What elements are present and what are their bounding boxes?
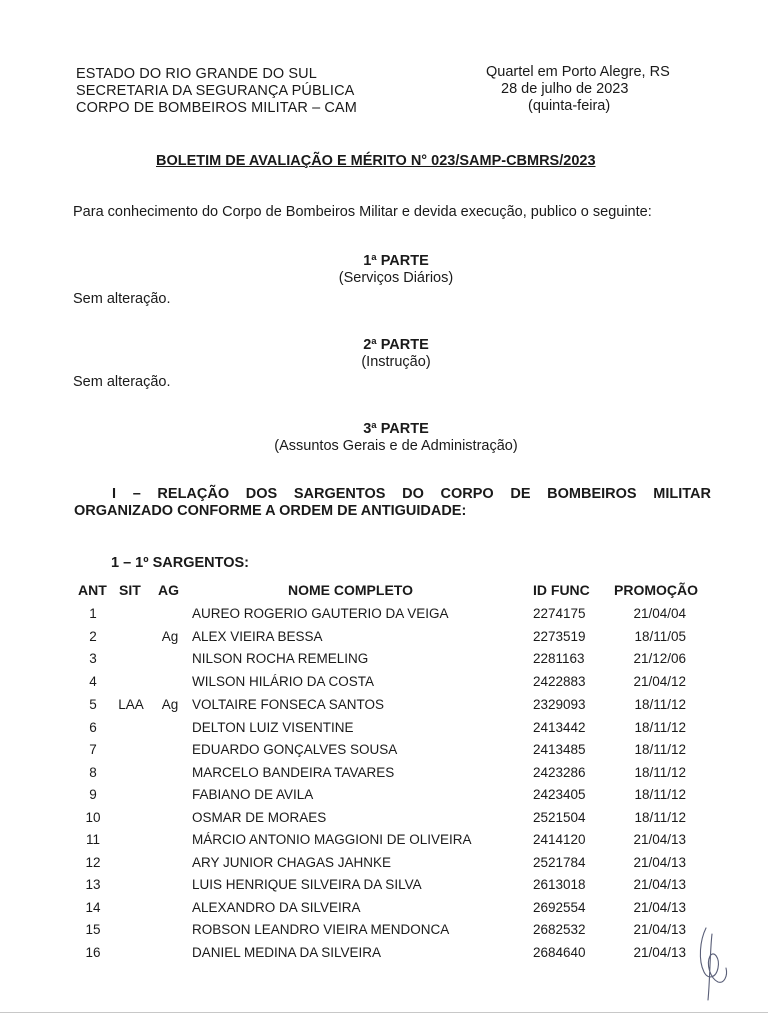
section-heading-line-1 — [74, 486, 711, 503]
heading-word: MILITAR — [653, 486, 711, 502]
cell-ant: 14 — [85, 899, 101, 915]
cell-nome: EDUARDO GONÇALVES SOUSA — [192, 742, 398, 757]
column-header-sit: SIT — [119, 582, 141, 598]
cell-id-func: 2414120 — [533, 832, 586, 847]
cell-nome: ROBSON LEANDRO VIEIRA MENDONCA — [192, 922, 450, 937]
signature-mark — [692, 920, 734, 1002]
part-1-heading — [12, 253, 768, 287]
intro-paragraph: Para conhecimento do Corpo de Bombeiros Militar e devida execução, publico o seguinte: — [73, 204, 652, 220]
part-3-heading — [12, 421, 768, 455]
cell-nome: LUIS HENRIQUE SILVEIRA DA SILVA — [192, 877, 422, 892]
cell-promocao: 18/11/12 — [634, 764, 686, 780]
cell-promocao: 21/04/13 — [633, 877, 686, 892]
cell-ant: 15 — [85, 922, 101, 937]
heading-word: DE — [510, 486, 531, 502]
cell-id-func: 2281163 — [533, 651, 585, 666]
cell-id-func: 2329093 — [533, 697, 586, 712]
part-2-body: Sem alteração. — [73, 374, 171, 390]
issuer-line: CORPO DE BOMBEIROS MILITAR – CAM — [76, 100, 357, 116]
cell-promocao: 18/11/12 — [634, 809, 686, 825]
cell-sit: LAA — [118, 697, 144, 712]
cell-ant: 13 — [85, 877, 101, 892]
cell-id-func: 2521784 — [533, 854, 586, 870]
cell-promocao: 18/11/12 — [634, 742, 686, 757]
heading-word: DOS — [245, 486, 278, 502]
cell-id-func: 2682532 — [533, 922, 586, 937]
cell-nome: MÁRCIO ANTONIO MAGGIONI DE OLIVEIRA — [192, 832, 472, 847]
cell-promocao: 21/04/04 — [633, 606, 686, 621]
cell-ant: 12 — [85, 854, 101, 870]
cell-promocao: 21/12/06 — [633, 651, 686, 666]
cell-ant: 11 — [85, 832, 100, 847]
cell-id-func: 2274175 — [533, 606, 586, 621]
cell-promocao: 21/04/13 — [633, 944, 686, 960]
column-header-ag: AG — [158, 582, 179, 598]
cell-nome: ALEX VIEIRA BESSA — [192, 628, 323, 644]
cell-id-func: 2423405 — [533, 787, 586, 802]
cell-id-func: 2613018 — [533, 877, 586, 892]
cell-ant: 8 — [89, 764, 97, 780]
cell-id-func: 2423286 — [533, 764, 586, 780]
cell-nome: DANIEL MEDINA DA SILVEIRA — [192, 944, 382, 960]
cell-ant: 1 — [89, 606, 97, 621]
column-header-nome: NOME COMPLETO — [288, 582, 413, 598]
heading-word: RELAÇÃO — [157, 486, 230, 502]
column-header-promocao: PROMOÇÃO — [614, 582, 698, 598]
cell-ag: Ag — [161, 628, 179, 644]
cell-ant: 16 — [85, 944, 101, 960]
cell-ant: 3 — [89, 651, 97, 666]
cell-promocao: 21/04/13 — [633, 899, 686, 915]
cell-id-func: 2521504 — [533, 809, 586, 825]
cell-id-func: 2413485 — [533, 742, 586, 757]
bulletin-title: BOLETIM DE AVALIAÇÃO E MÉRITO N° 023/SAMP-CBMRS/2023 — [156, 153, 596, 169]
part-2-heading — [12, 337, 768, 371]
cell-nome: OSMAR DE MORAES — [192, 809, 327, 825]
part-subtitle: (Serviços Diários) — [338, 270, 454, 286]
cell-ant: 6 — [89, 719, 97, 735]
cell-id-func: 2413442 — [533, 719, 586, 735]
cell-id-func: 2684640 — [533, 944, 586, 960]
cell-ant: 9 — [89, 787, 97, 802]
part-title: 2ª PARTE — [363, 337, 429, 353]
part-title: 1ª PARTE — [363, 253, 429, 269]
heading-word: – — [132, 486, 141, 502]
section-heading — [74, 486, 711, 520]
heading-word: BOMBEIROS — [547, 486, 637, 502]
cell-nome: NILSON ROCHA REMELING — [192, 651, 369, 666]
place-text: Quartel em Porto Alegre, RS — [486, 64, 670, 80]
cell-nome: DELTON LUIZ VISENTINE — [192, 719, 354, 735]
cell-nome: VOLTAIRE FONSECA SANTOS — [192, 697, 385, 712]
section-heading-line-2: ORGANIZADO CONFORME A ORDEM DE ANTIGUIDADE: — [74, 503, 467, 519]
column-header-id: ID FUNC — [533, 582, 590, 598]
date-text: 28 de julho de 2023 — [501, 81, 629, 97]
cell-promocao: 18/11/12 — [634, 787, 686, 802]
issuer-line: SECRETARIA DA SEGURANÇA PÚBLICA — [76, 83, 355, 99]
cell-promocao: 21/04/13 — [633, 922, 686, 937]
cell-nome: ARY JUNIOR CHAGAS JAHNKE — [192, 854, 392, 870]
cell-promocao: 18/11/12 — [634, 719, 686, 735]
part-1-body: Sem alteração. — [73, 291, 171, 307]
cell-promocao: 21/04/13 — [633, 854, 686, 870]
cell-ant: 10 — [85, 809, 101, 825]
cell-nome: AUREO ROGERIO GAUTERIO DA VEIGA — [192, 606, 449, 621]
cell-ant: 2 — [89, 628, 97, 644]
cell-promocao: 21/04/13 — [633, 832, 686, 847]
page-bottom-rule — [0, 1012, 768, 1013]
cell-ant: 7 — [89, 742, 97, 757]
heading-word: CORPO — [440, 486, 494, 502]
part-subtitle: (Assuntos Gerais e de Administração) — [274, 438, 518, 454]
cell-promocao: 21/04/12 — [633, 673, 686, 689]
weekday-text: (quinta-feira) — [528, 98, 611, 114]
issuer-line: ESTADO DO RIO GRANDE DO SUL — [76, 66, 317, 82]
issuer-block — [76, 66, 357, 117]
part-subtitle: (Instrução) — [361, 354, 431, 370]
cell-id-func: 2692554 — [533, 899, 586, 915]
cell-nome: ALEXANDRO DA SILVEIRA — [192, 899, 361, 915]
cell-ant: 5 — [89, 697, 97, 712]
cell-ag: Ag — [161, 697, 179, 712]
column-header-ant: ANT — [78, 582, 107, 598]
cell-promocao: 18/11/12 — [634, 697, 686, 712]
cell-id-func: 2422883 — [533, 673, 586, 689]
part-title: 3ª PARTE — [363, 421, 429, 437]
cell-nome: MARCELO BANDEIRA TAVARES — [192, 764, 395, 780]
cell-id-func: 2273519 — [533, 628, 586, 644]
subsection-heading: 1 – 1º SARGENTOS: — [111, 555, 249, 571]
heading-word: DO — [402, 486, 424, 502]
heading-word: I — [112, 486, 117, 502]
cell-promocao: 18/11/05 — [634, 628, 686, 644]
cell-nome: WILSON HILÁRIO DA COSTA — [192, 673, 375, 689]
place-date-block — [486, 64, 670, 115]
cell-nome: FABIANO DE AVILA — [192, 787, 314, 802]
cell-ant: 4 — [89, 673, 97, 689]
heading-word: SARGENTOS — [293, 486, 386, 502]
